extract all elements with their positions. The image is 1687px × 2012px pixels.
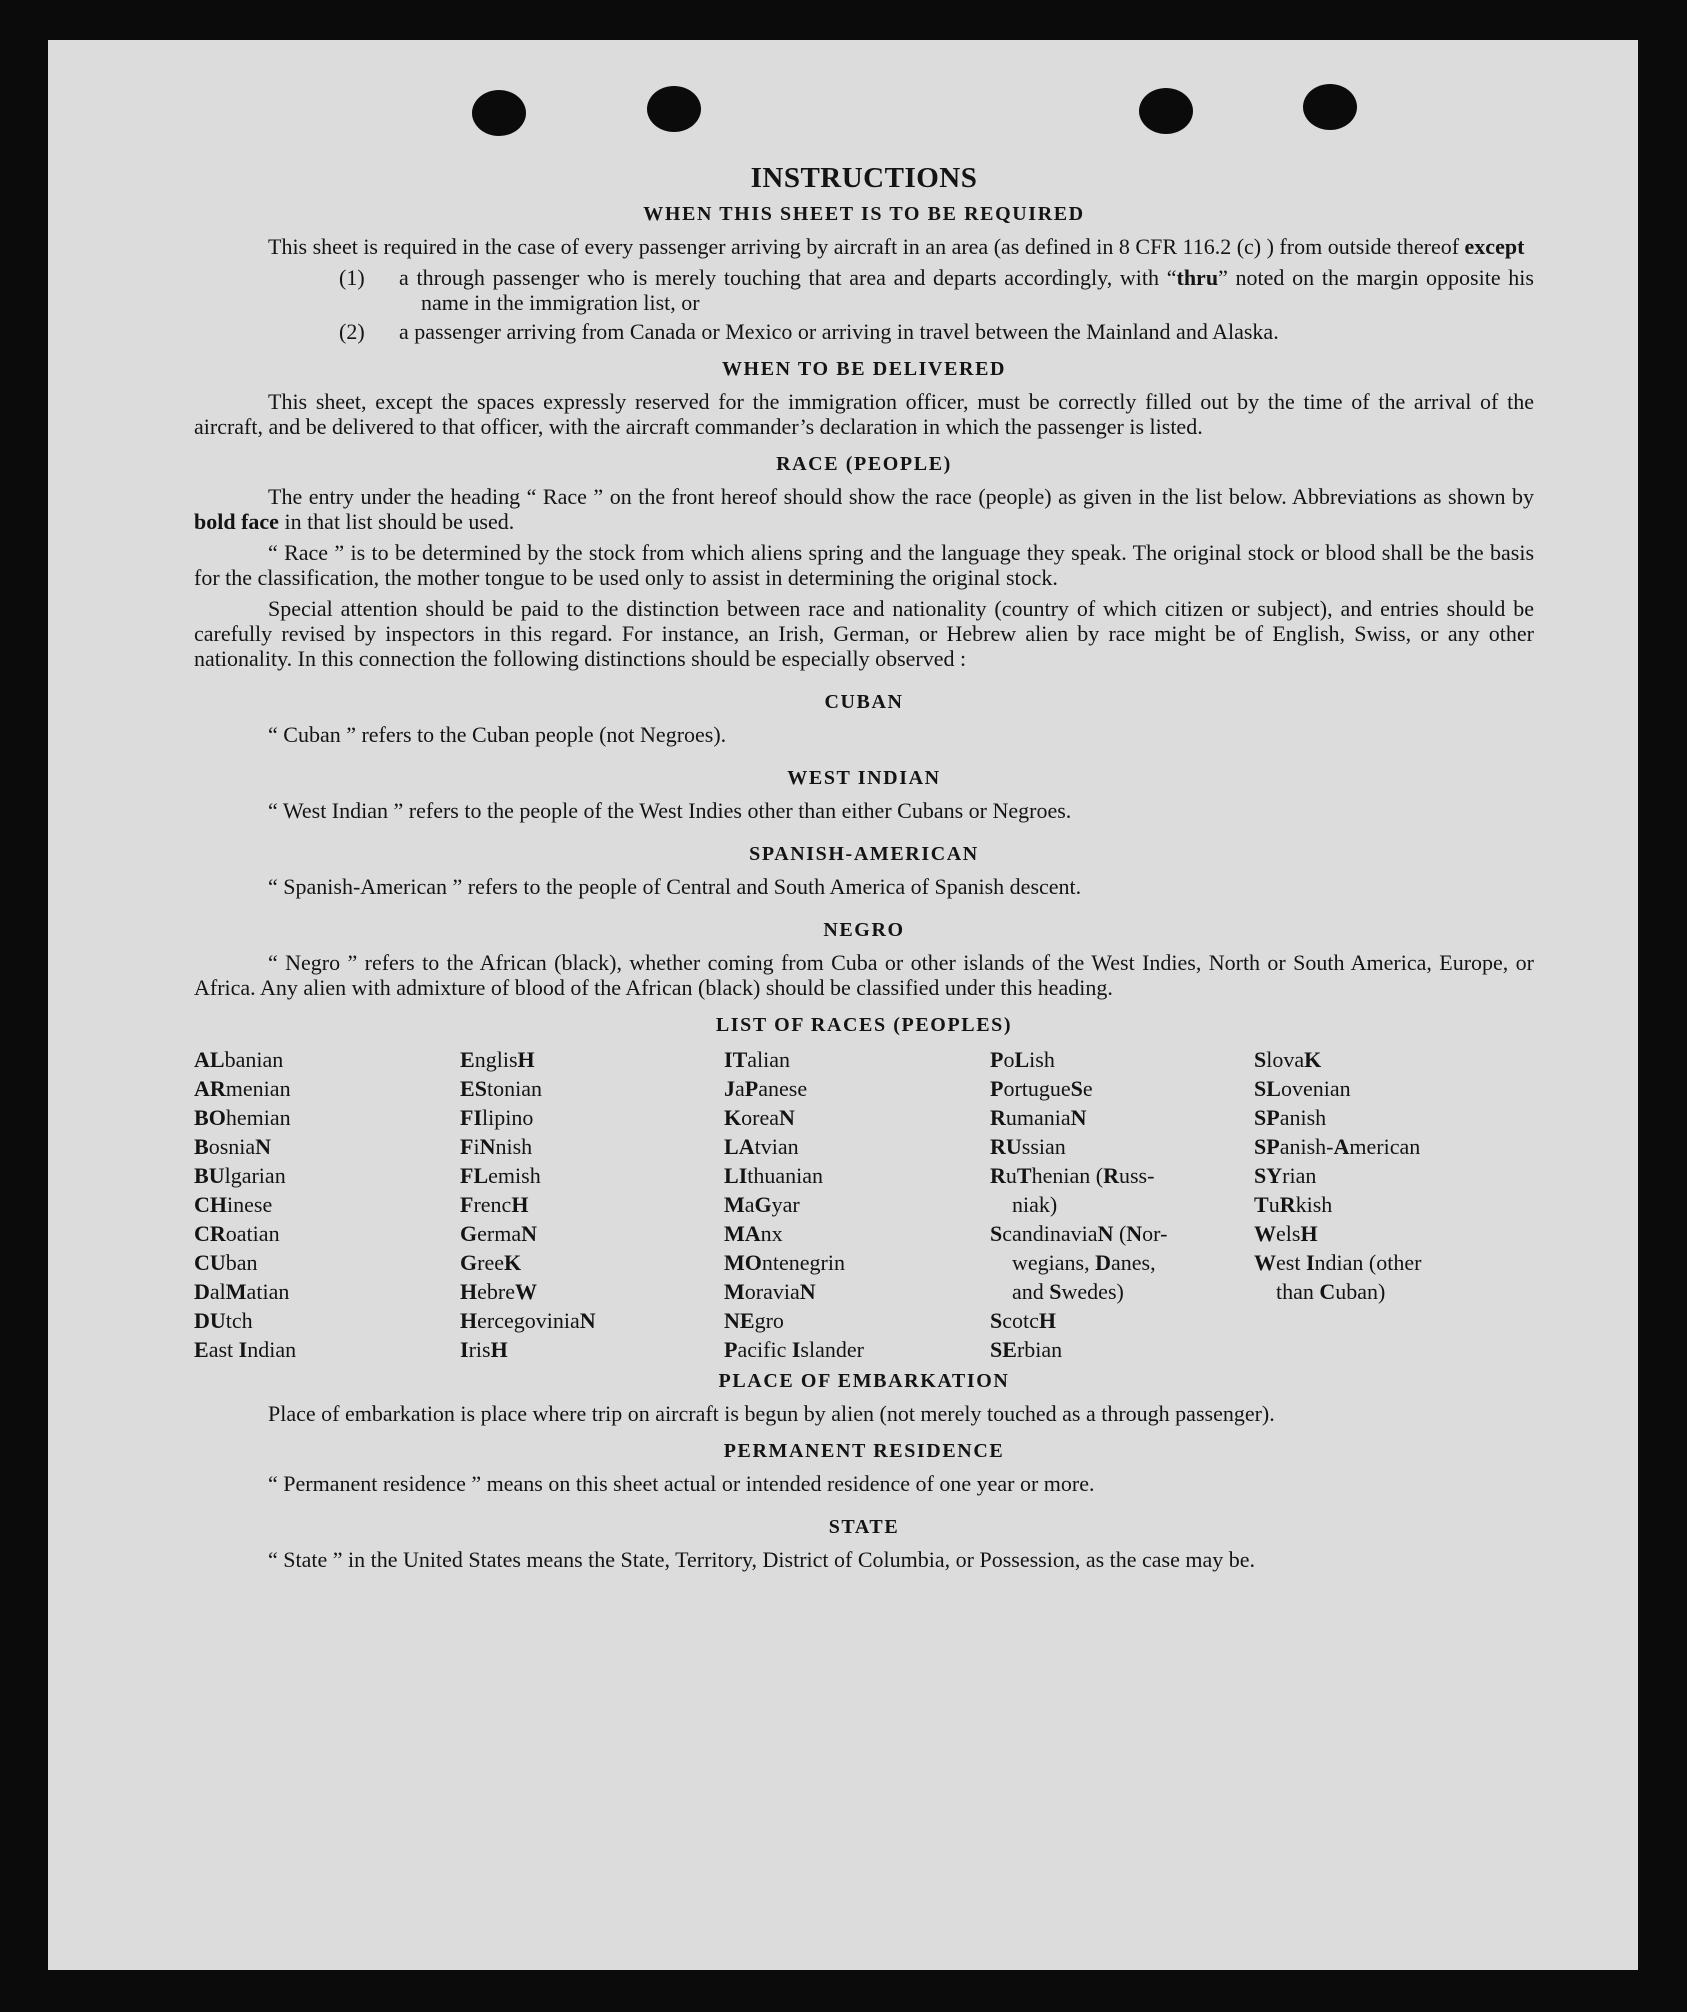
list-item: EnglisH — [460, 1047, 535, 1072]
list-item: FrencH — [460, 1192, 529, 1217]
list-item: GreeK — [460, 1250, 522, 1275]
list-item: MaGyar — [724, 1192, 800, 1217]
section-heading: PERMANENT RESIDENCE — [723, 1440, 1005, 1462]
list-item: IrisH — [460, 1337, 508, 1362]
section-paragraph: “ Spanish-American ” refers to the people of Central and South America of Spanish descent. — [268, 874, 1082, 899]
section-heading: CUBAN — [824, 691, 904, 713]
list-item: CHinese — [194, 1192, 273, 1217]
races-column — [724, 1045, 990, 1364]
list-item: Pacific Islander — [724, 1337, 864, 1362]
list-item: (2) a passenger arriving from Canada or Mexico or arriving in travel between the Mainland and Alaska. — [339, 319, 1279, 344]
list-item: (1) a through passenger who is merely touching that area and departs accordingly, with “thru” noted on the margin opposite his name in the immigration list, or — [339, 265, 1534, 315]
punch-hole — [1139, 88, 1193, 134]
section-heading: STATE — [828, 1516, 900, 1538]
list-item: SYrian — [1254, 1163, 1317, 1188]
list-item: ScotcH — [990, 1308, 1057, 1333]
list-item: DUtch — [194, 1308, 253, 1333]
list-item: than Cuban) — [1276, 1279, 1386, 1304]
section-heading: SPANISH-AMERICAN — [749, 843, 979, 865]
list-item: JaPanese — [724, 1076, 808, 1101]
section-paragraph: Special attention should be paid to the distinction between race and nationality (country of which citizen or subject), and entries should be carefully revised by inspectors in this regard. For instance, an Irish, German, or Hebrew alien by race might be of English, Swiss, or any other nationality. In this connection the following distinctions should be especially observed : — [194, 596, 1534, 671]
list-item: ARmenian — [194, 1076, 291, 1101]
list-item: HercegoviniaN — [460, 1308, 596, 1333]
section-heading: NEGRO — [823, 919, 905, 941]
list-item: PoLish — [990, 1047, 1055, 1072]
list-item: BosniaN — [194, 1134, 272, 1159]
list-item: BOhemian — [194, 1105, 291, 1130]
list-item: niak) — [1012, 1192, 1058, 1217]
list-item: RUssian — [990, 1134, 1066, 1159]
section-paragraph: Place of embarkation is place where trip on aircraft is begun by alien (not merely touched as a through passenger). — [268, 1401, 1275, 1426]
section-heading: RACE (PEOPLE) — [776, 453, 952, 475]
list-item: CRoatian — [194, 1221, 280, 1246]
list-item: EStonian — [460, 1076, 542, 1101]
list-item: West Indian (other — [1254, 1250, 1422, 1275]
races-column — [460, 1045, 724, 1364]
list-item: FLemish — [460, 1163, 541, 1188]
list-item: LAtvian — [724, 1134, 799, 1159]
page-title: INSTRUCTIONS — [750, 162, 978, 194]
races-column — [194, 1045, 460, 1364]
section-heading: PLACE OF EMBARKATION — [718, 1370, 1010, 1392]
list-item: FIlipino — [460, 1105, 534, 1130]
section-heading: LIST OF RACES (PEOPLES) — [715, 1014, 1013, 1036]
list-item: NEgro — [724, 1308, 784, 1333]
section-paragraph: “ West Indian ” refers to the people of the West Indies other than either Cubans or Negroes. — [268, 798, 1072, 823]
list-item: RuThenian (Russ- — [990, 1163, 1155, 1188]
list-item: PortugueSe — [990, 1076, 1093, 1101]
section-paragraph: The entry under the heading “ Race ” on the front hereof should show the race (people) as given in the list below. Abbreviations as shown by bold face in that list should be used. — [194, 484, 1534, 534]
list-item: SLovenian — [1254, 1076, 1351, 1101]
list-item: MAnx — [724, 1221, 783, 1246]
races-column — [990, 1045, 1254, 1364]
list-item: RumaniaN — [990, 1105, 1087, 1130]
section-paragraph: “ Race ” is to be determined by the stock from which aliens spring and the language they speak. The original stock or blood shall be the basis for the classification, the mother tongue to be used only to assist in determining the original stock. — [194, 540, 1534, 590]
list-item: and Swedes) — [1012, 1279, 1124, 1304]
races-list — [194, 1045, 1534, 1364]
list-item: WelsH — [1254, 1221, 1318, 1246]
list-item: BUlgarian — [194, 1163, 286, 1188]
list-item: ALbanian — [194, 1047, 284, 1072]
list-item: wegians, Danes, — [1012, 1250, 1156, 1275]
list-item: TuRkish — [1254, 1192, 1333, 1217]
list-item: DalMatian — [194, 1279, 290, 1304]
list-item: LIthuanian — [724, 1163, 824, 1188]
list-item: FiNnish — [460, 1134, 533, 1159]
list-item: SErbian — [990, 1337, 1063, 1362]
section-paragraph: This sheet is required in the case of every passenger arriving by aircraft in an area (as defined in 8 CFR 116.2 (c) ) from outside thereof except — [268, 234, 1525, 259]
list-item: ScandinaviaN (Nor- — [990, 1221, 1168, 1246]
document-content — [194, 162, 1534, 1578]
section-heading: WEST INDIAN — [787, 767, 941, 789]
list-item: CUban — [194, 1250, 258, 1275]
section-heading: WHEN TO BE DELIVERED — [721, 358, 1007, 380]
punch-hole — [1303, 84, 1357, 130]
section-paragraph: This sheet, except the spaces expressly reserved for the immigration officer, must be correctly filled out by the time of the arrival of the aircraft, and be delivered to that officer, with the aircraft commander’s declaration in which the passenger is listed. — [194, 389, 1534, 439]
section-paragraph: “ Permanent residence ” means on this sheet actual or intended residence of one year or more. — [268, 1471, 1095, 1496]
list-item: GermaN — [460, 1221, 537, 1246]
list-item: SlovaK — [1254, 1047, 1322, 1072]
section-paragraph: “ Negro ” refers to the African (black), whether coming from Cuba or other islands of the West Indies, North or South America, Europe, or Africa. Any alien with admixture of blood of the African (black) should be classified under this heading. — [194, 950, 1534, 1000]
punch-hole — [647, 86, 701, 132]
list-item: KoreaN — [724, 1105, 795, 1130]
section-paragraph: “ State ” in the United States means the State, Territory, District of Columbia, or Possession, as the case may be. — [268, 1547, 1256, 1572]
races-column — [1254, 1045, 1534, 1364]
section-heading: WHEN THIS SHEET IS TO BE REQUIRED — [643, 203, 1085, 225]
list-item: ITalian — [724, 1047, 791, 1072]
list-item: SPanish-American — [1254, 1134, 1421, 1159]
list-item: East Indian — [194, 1337, 297, 1362]
list-item: MoraviaN — [724, 1279, 816, 1304]
list-item: SPanish — [1254, 1105, 1327, 1130]
list-item: MOntenegrin — [724, 1250, 845, 1275]
punch-hole — [472, 90, 526, 136]
document-sheet — [48, 40, 1638, 1970]
list-item: HebreW — [460, 1279, 537, 1304]
section-paragraph: “ Cuban ” refers to the Cuban people (not Negroes). — [268, 722, 727, 747]
